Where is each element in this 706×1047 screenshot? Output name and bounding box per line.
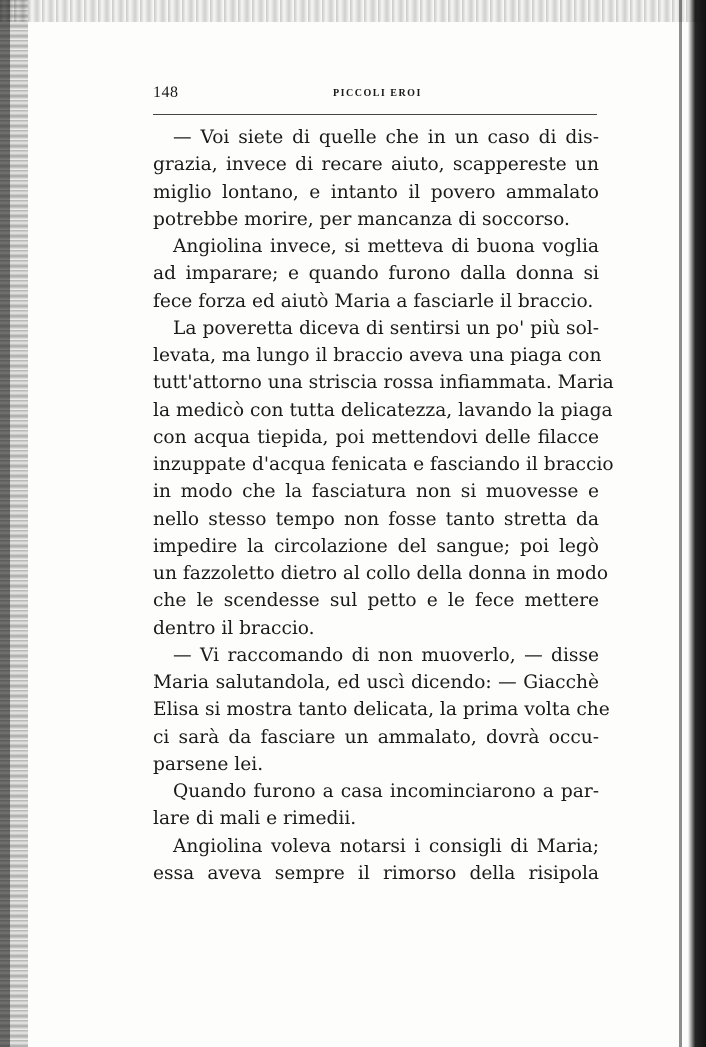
text-line: Maria salutandola, ed uscì dicendo: — Giacchè — [153, 672, 599, 693]
text-line: dentro il braccio. — [153, 617, 315, 639]
text-line: la medicò con tutta delicatezza, lavando la piaga — [153, 399, 613, 421]
text-line: La poveretta diceva di sentirsi un po' più sol- — [173, 317, 599, 339]
text-line: levata, ma lungo il braccio aveva una piaga con — [153, 345, 602, 366]
scan-edge-top — [0, 0, 706, 22]
header-rule — [153, 114, 597, 115]
text-line: Angiolina voleva notarsi i consigli di Maria; — [173, 835, 599, 857]
text-line: lare di mali e rimedii. — [153, 808, 357, 830]
scan-edge-left-dark — [0, 0, 10, 1047]
text-line: inzuppate d'acqua fenicata e fasciando il braccio — [153, 454, 614, 475]
text-line: fece forza ed aiutò Maria a fasciarle il braccio. — [153, 290, 594, 312]
text-line: che le scendesse sul petto e le fece mettere — [153, 590, 599, 612]
running-title: PICCOLI EROI — [333, 88, 422, 99]
text-line: con acqua tiepida, poi mettendovi delle filacce — [153, 426, 599, 448]
page-header — [153, 84, 597, 110]
text-line: grazia, invece di recare aiuto, scappereste un — [153, 154, 599, 176]
text-line: — Vi raccomando di non muoverlo, — disse — [173, 644, 599, 666]
text-line: essa aveva sempre il rimorso della risipola — [153, 862, 599, 884]
text-line: potrebbe morire, per mancanza di soccorso. — [153, 208, 570, 230]
scan-edge-right-line — [679, 0, 682, 1047]
text-line: — Voi siete di quelle che in un caso di dis- — [173, 127, 599, 148]
text-line: ad imparare; e quando furono dalla donna si — [153, 263, 599, 285]
text-line: impedire la circolazione del sangue; poi legò — [153, 535, 599, 557]
page-number: 148 — [153, 84, 179, 101]
text-line: un fazzoletto dietro al collo della donna in modo — [153, 563, 609, 584]
text-line: parsene lei. — [153, 753, 264, 775]
text-line: miglio lontano, e intanto il povero ammalato — [153, 181, 599, 203]
scan-edge-right — [688, 0, 706, 1047]
text-line: Angiolina invece, si metteva di buona voglia — [173, 236, 599, 257]
text-line: nello stesso tempo non fosse tanto stretta da — [153, 508, 599, 530]
text-line: tutt'attorno una striscia rossa infiammata. Maria — [153, 372, 614, 394]
text-line: Quando furono a casa incominciarono a par- — [173, 781, 599, 802]
text-line: ci sarà da fasciare un ammalato, dovrà occu- — [153, 726, 599, 748]
text-line: in modo che la fasciatura non si muovesse e — [153, 481, 599, 503]
body-text — [153, 124, 614, 887]
text-line: Elisa si mostra tanto delicata, la prima volta che — [153, 699, 610, 721]
